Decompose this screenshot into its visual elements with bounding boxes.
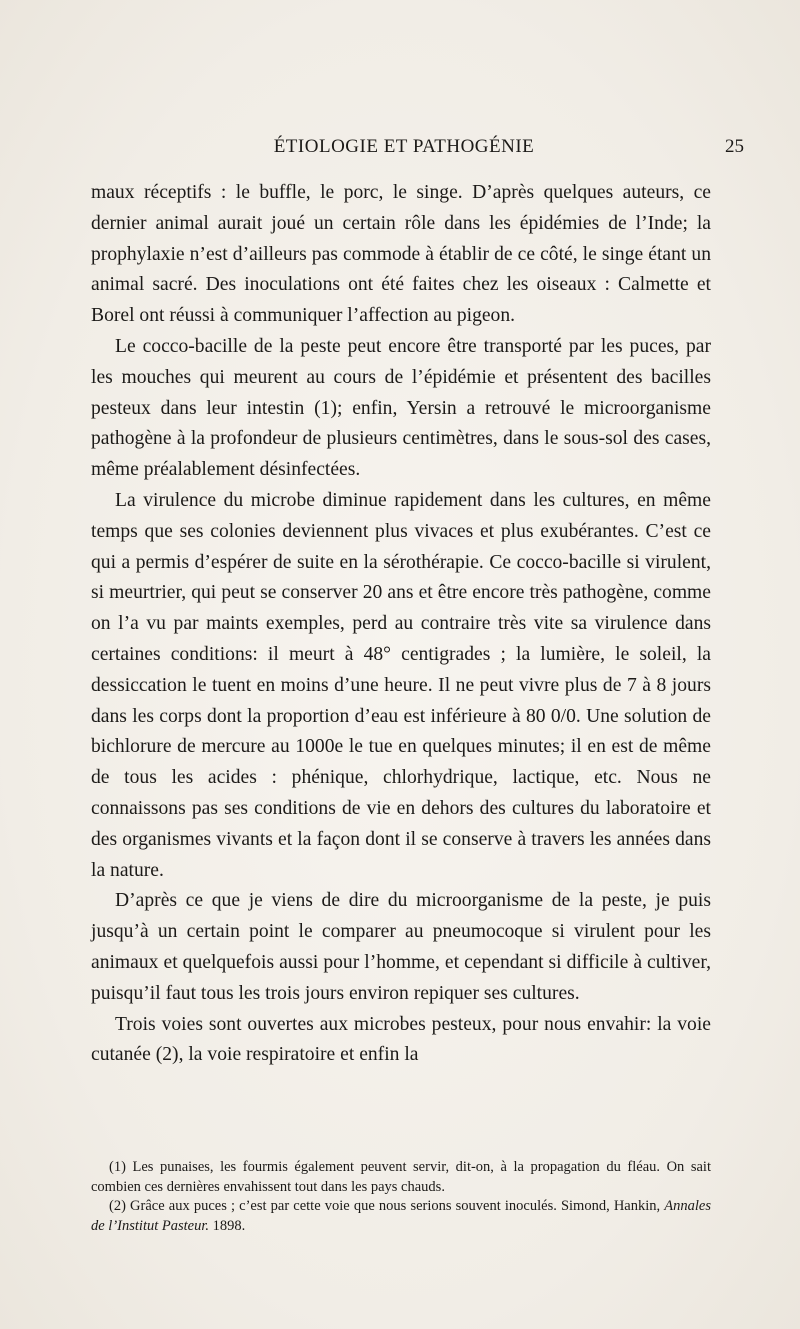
- footnote-2: [91, 1197, 711, 1236]
- footnote-2-year: 1898.: [212, 1217, 246, 1234]
- paragraph-3: La virulence du microbe diminue rapidement dans les cultures, en même temps que ses colonies deviennent plus vivaces et plus exubérantes. C’est ce qui a permis d’espérer de suite en la sérothérapie. Ce cocco-bacille si virulent, si meurtrier, qui peut se conserver 20 ans et être encore très pathogène, comme on l’a vu par maints exemples, perd au contraire très vite sa virulence dans certaines conditions: il meurt à 48° centigrades ; la lumière, le soleil, la dessiccation le tuent en moins d’une heure. Il ne peut vivre plus de 7 à 8 jours dans les corps dont la proportion d’eau est inférieure à 80 0/0. Une solution de bichlorure de mercure au 1000e le tue en quelques minutes; il en est de même de tous les acides : phénique, chlorhydrique, lactique, etc. Nous ne connaissons pas ses conditions de vie en dehors des cultures du laboratoire et des organismes vivants et la façon dont il se conserve à travers les années dans la nature.: [91, 489, 711, 881]
- body-text: [91, 178, 711, 1071]
- page-number: 25: [725, 136, 744, 157]
- paragraph-2: Le cocco-bacille de la peste peut encore être transporté par les puces, par les mouches qui meurent au cours de l’épidémie et présentent des bacilles pesteux dans leur intestin (1); enfin, Yersin a retrouvé le microorganisme pathogène à la profondeur de plusieurs centimètres, dans le sous-sol des cases, même préalablement désinfectées.: [91, 335, 711, 481]
- paragraph-5: Trois voies sont ouvertes aux microbes pesteux, pour nous envahir: la voie cutanée (2), la voie respiratoire et enfin la: [91, 1013, 711, 1066]
- running-title: ÉTIOLOGIE ET PATHOGÉNIE: [273, 136, 535, 157]
- footnote-1: (1) Les punaises, les fourmis également peuvent servir, dit-on, à la propagation du fléau. On sait combien ces dernières envahissent tout dans les pays chauds.: [91, 1159, 711, 1195]
- footnotes: [91, 1158, 711, 1236]
- footnote-2-source: Annales de l’Institut Pasteur.: [91, 1198, 712, 1234]
- paragraph-4: D’après ce que je viens de dire du microorganisme de la peste, je puis jusqu’à un certain point le comparer au pneumocoque si virulent pour les animaux et quelquefois aussi pour l’homme, et cependant si difficile à cultiver, puisqu’il faut tous les trois jours environ repiquer ses cultures.: [91, 890, 711, 1004]
- running-head: [64, 136, 744, 160]
- footnote-2-text: (2) Grâce aux puces ; c’est par cette voie que nous serions souvent inoculés. Simond, Hankin,: [109, 1198, 661, 1215]
- paragraph-1: maux réceptifs : le buffle, le porc, le singe. D’après quelques auteurs, ce dernier animal aurait joué un certain rôle dans les épidémies de l’Inde; la prophylaxie n’est d’ailleurs pas commode à établir de ce côté, le singe étant un animal sacré. Des inoculations ont été faites chez les oiseaux : Calmette et Borel ont réussi à communiquer l’affection au pigeon.: [91, 182, 711, 327]
